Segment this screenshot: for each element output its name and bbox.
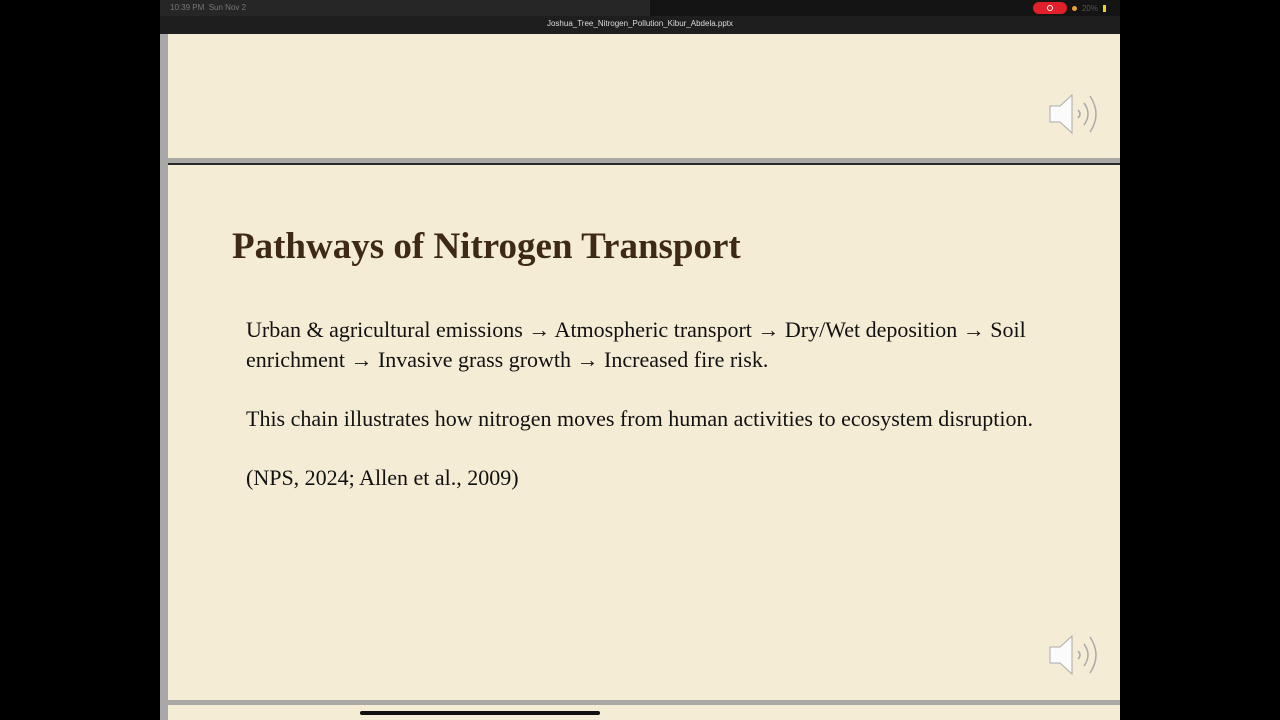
- paragraph-summary: This chain illustrates how nitrogen moves from human activities to ecosystem disruption.: [246, 406, 1033, 431]
- slide-divider: [168, 158, 1120, 163]
- file-name: Joshua_Tree_Nitrogen_Pollution_Kibur_Abdela.pptx: [546, 19, 734, 28]
- mic-indicator-icon: [1072, 6, 1077, 11]
- current-slide[interactable]: [168, 165, 1120, 700]
- next-slide[interactable]: [168, 705, 1120, 720]
- status-time: 10:39 PM Sun Nov 2: [170, 3, 247, 12]
- speaker-icon[interactable]: [1048, 92, 1104, 136]
- battery-percent: 20%: [1081, 3, 1098, 13]
- paragraph-citation: (NPS, 2024; Allen et al., 2009): [246, 465, 519, 490]
- paragraph-pathway: Urban & agricultural emissions → Atmospheric transport → Dry/Wet deposition → Soil enrichment → Invasive grass growth → Increased fire risk.: [246, 317, 1026, 372]
- presentation-app: [160, 0, 1120, 720]
- slide-body: [246, 315, 1086, 522]
- status-bar: [160, 0, 1120, 16]
- status-indicators: [1033, 2, 1106, 14]
- previous-slide[interactable]: [168, 34, 1120, 158]
- slide-scrollbar[interactable]: [160, 34, 168, 720]
- slide-title: Pathways of Nitrogen Transport: [232, 226, 741, 267]
- home-indicator[interactable]: [360, 711, 600, 715]
- speaker-icon[interactable]: [1048, 633, 1104, 677]
- title-bar: [160, 16, 1120, 34]
- record-icon[interactable]: [1033, 2, 1067, 14]
- battery-icon: [1103, 5, 1106, 12]
